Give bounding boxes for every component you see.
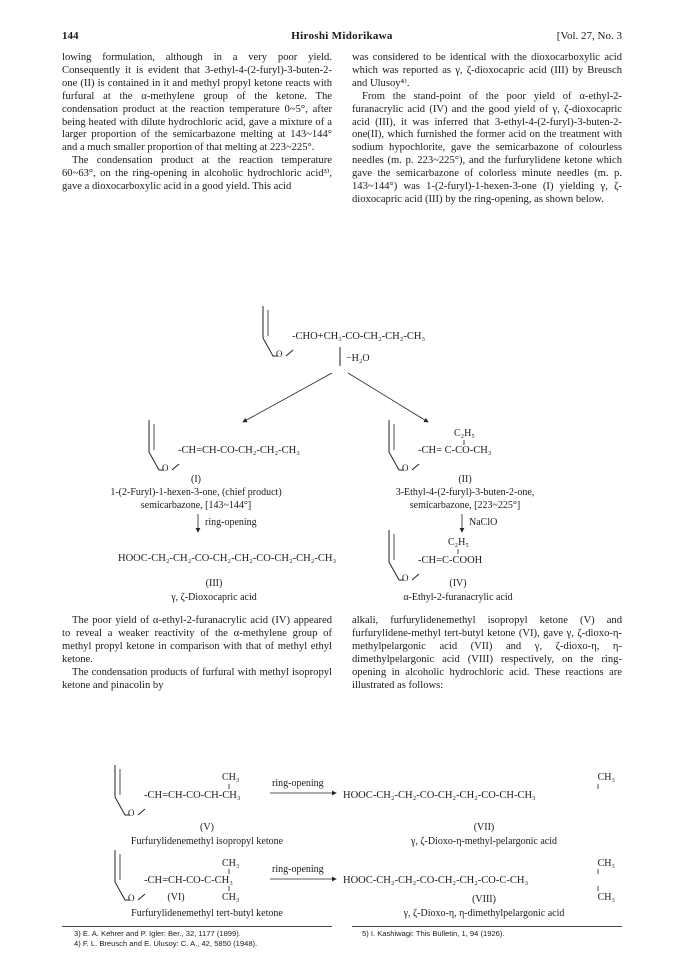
compound-viii-number: (VIII)	[472, 894, 496, 905]
footnote-3: 3) E. A. Kehrer and P. Igler: Ber., 32, 1177 (1899).	[74, 929, 241, 938]
footnote-5: 5) I. Kashiwagi: This Bulletin, 1, 94 (1926).	[362, 929, 505, 938]
arrow-right	[348, 373, 428, 422]
water-loss-label: −H₂O	[346, 353, 370, 364]
product-i-name: 1-(2-Furyl)-1-hexen-3-one, (chief product)	[110, 487, 282, 498]
product-iv-name: α-Ethyl-2-furanacrylic acid	[403, 592, 513, 603]
compound-vi	[115, 850, 283, 919]
ring-opening-label: ring-opening	[205, 517, 257, 528]
compound-v-formula: -CH=CH-CO-CH-CH₃	[144, 790, 241, 801]
compound-vi-number: (VI)	[167, 892, 185, 903]
paragraph: lowing formulation, although in a very poor yield. Consequently it is evident that 3-ethyl-4-(2-furyl)-3-buten-2-one (II) is contained in it and methyl propyl ketone reacts with furfural at the α-methylene group of the ketone. The condensation product at the reaction temperature 0~5°, after being heated with dilute hydrochloric acid, gave a mixture of a larger proportion of the semicarbazone melting at 143~144° and a much smaller proportion of that melting at 223~225°.	[62, 52, 332, 154]
methyl-substituent: CH₃	[222, 772, 240, 783]
product-iv-number: (IV)	[449, 578, 467, 589]
compound-viii-formula: HOOC-CH₂-CH₂-CO-CH₂-CH₂-CO-C-CH₃	[343, 875, 529, 886]
compound-vi-name: Furfurylidenemethyl tert-butyl ketone	[131, 908, 283, 919]
methyl-substituent: CH₃	[222, 858, 240, 869]
footnotes-left	[74, 929, 336, 949]
reactant-formula: -CHO+CH₃-CO-CH₂-CH₂-CH₃	[292, 331, 426, 342]
page-number: 144	[62, 30, 79, 42]
footnotes-right	[362, 929, 622, 939]
ring-opening-label: ring-opening	[272, 864, 324, 875]
product-i-number: (I)	[191, 474, 201, 485]
footnote-4: 4) F. L. Breusch and E. Ulusoy: C. A., 42, 5850 (1948).	[74, 939, 258, 948]
right-column-middle	[352, 615, 622, 692]
product-iv-formula: -CH=C-COOH	[418, 555, 483, 566]
paragraph: From the stand-point of the poor yield of α-ethyl-2-furanacrylic acid (IV) and the good yield of γ, ζ-dioxocapric acid (III), it was inferred that 3-ethyl-4-(2-furyl)-3-buten-2-one(II), which furnished the former acid on the treatment with sodium hypochlorite, gave the semicarbazone of colourless needles (m. p. 223~225°), and the furfurylidene ketone which gave the semicarbazone of colorless minute needles (m. p. 143~144°) was 1-(2-furyl)-1-hexen-3-one (I) yielding γ, ζ-dioxocapric acid (III) by the ring-opening, as shown below.	[352, 90, 622, 205]
furan-oxygen: O	[276, 349, 283, 359]
product-i	[110, 420, 300, 511]
naclo-label: NaClO	[469, 517, 498, 528]
footnote-rule	[62, 926, 332, 927]
product-ii-semicarbazone: semicarbazone, [223~225°]	[409, 500, 521, 511]
methyl-substituent: CH₃	[222, 892, 240, 903]
compound-vii	[343, 772, 615, 847]
compound-vii-name: γ, ζ-Dioxo-η-methyl-pelargonic acid	[410, 836, 558, 847]
methyl-substituent: CH₃	[597, 772, 615, 783]
ring-opening-label: ring-opening	[272, 778, 324, 789]
product-i-semicarbazone: semicarbazone, [143~144°]	[140, 500, 252, 511]
compound-v-name: Furfurylidenemethyl isopropyl ketone	[130, 836, 284, 847]
compound-vii-formula: HOOC-CH₂-CH₂-CO-CH₂-CH₂-CO-CH-CH₃	[343, 790, 536, 801]
left-column-middle	[62, 615, 332, 692]
methyl-substituent: CH₃	[597, 892, 615, 903]
furan-oxygen: O	[402, 573, 409, 583]
methyl-substituent: CH₃	[597, 858, 615, 869]
product-iv	[389, 530, 513, 603]
compound-viii	[343, 858, 615, 919]
furan-oxygen: O	[402, 463, 409, 473]
compound-vi-formula: -CH=CH-CO-C-CH₃	[144, 875, 233, 886]
product-iii-number: (III)	[205, 578, 223, 589]
ethyl-substituent: C₂H₅	[454, 428, 475, 439]
ethyl-substituent: C₂H₅	[448, 537, 469, 548]
paragraph: The condensation product at the reaction temperature 60~63°, on the ring-opening in alcoholic hydrochloric acid³⁾, gave a dioxocarboxylic acid in a good yield. This acid	[62, 155, 332, 193]
footnote-rule	[352, 926, 622, 927]
paragraph: The condensation products of furfural with methyl isopropyl ketone and pinacolin by	[62, 666, 332, 691]
furan-oxygen: O	[128, 808, 135, 818]
arrow-left	[243, 373, 332, 422]
product-ii	[389, 420, 534, 511]
product-ii-name: 3-Ethyl-4-(2-furyl)-3-buten-2-one,	[395, 487, 535, 498]
product-iii	[118, 553, 336, 603]
paragraph: was considered to be identical with the dioxocarboxylic acid which was reported as γ, ζ-dioxocapric acid (III) by Breusch and Ulusoy⁴⁾.	[352, 52, 622, 89]
running-author: Hiroshi Midorikawa	[291, 30, 393, 42]
product-ii-formula: -CH= C-CO-CH₃	[418, 445, 492, 456]
compound-v	[115, 765, 284, 847]
paragraph: The poor yield of α-ethyl-2-furanacrylic acid (IV) appeared to reveal a weaker reactivity of the α-methylene group of methyl propyl ketone in comparison with that of methyl ethyl ketone.	[62, 615, 332, 665]
product-iii-formula: HOOC-CH₂-CH₂-CO-CH₂-CH₂-CO-CH₂-CH₂-CH₃	[118, 553, 337, 564]
product-iii-name: γ, ζ-Dioxocapric acid	[171, 592, 257, 603]
compound-vii-number: (VII)	[473, 822, 495, 833]
compound-viii-name: γ, ζ-Dioxo-η, η-dimethylpelargonic acid	[403, 908, 565, 919]
product-i-formula: -CH=CH-CO-CH₂-CH₂-CH₃	[178, 445, 300, 456]
furfural-reactant	[263, 306, 425, 359]
furan-oxygen: O	[162, 463, 169, 473]
compound-v-number: (V)	[200, 822, 214, 833]
volume-info: [Vol. 27, No. 3	[556, 30, 622, 42]
furan-oxygen: O	[128, 893, 135, 903]
product-ii-number: (II)	[458, 474, 472, 485]
paragraph: alkali, furfurylidenemethyl isopropyl ketone (V) and furfurylidene-methyl tert-butyl ketone (VI), gave γ, ζ-dioxo-η-methylpelargonic acid (VII) and γ, ζ-dioxo-η, η-dimethylpelargonic acid (VIII) respectively, on the ring-opening in alcoholic hydrochloric acid. These reactions are illustrated as follows:	[352, 615, 622, 691]
